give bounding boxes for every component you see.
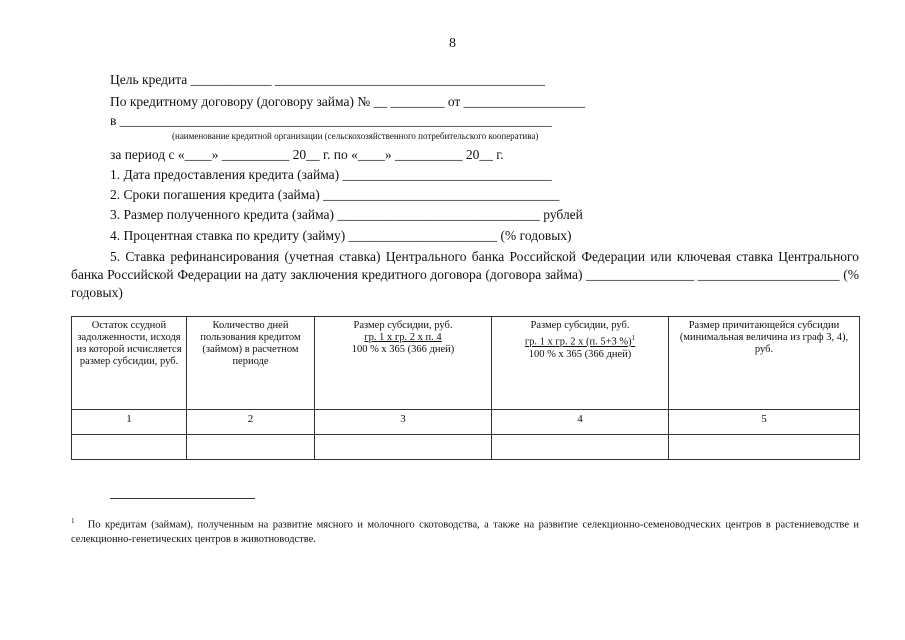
header-subsidy-formula-2 <box>492 317 669 410</box>
table-cell[interactable] <box>187 435 315 460</box>
contract-line: По кредитному договору (договору займа) № __ ________ от __________________ <box>110 94 586 109</box>
header-loan-balance: Остаток ссудной задолженности, исходя из которой исчисляется размер субсидии, руб. <box>72 317 187 410</box>
credit-organization-caption: (наименование кредитной организации (сельскохозяйственного потребительского кооператива) <box>172 131 539 141</box>
formula-fraction <box>352 332 455 356</box>
formula-numerator: гр. 1 х гр. 2 х п. 4 <box>364 332 442 343</box>
formula-denominator: 100 % х 365 (366 дней) <box>528 348 632 360</box>
credit-goal-line: Цель кредита ____________ ________________________________________ <box>110 72 546 87</box>
column-number-row <box>72 410 860 435</box>
item-credit-date: 1. Дата предоставления кредита (займа) _______________________________ <box>110 167 552 182</box>
table-cell[interactable] <box>492 435 669 460</box>
table-row <box>72 435 860 460</box>
header-due-subsidy: Размер причитающейся субсидии (минимальная величина из граф 3, 4), руб. <box>669 317 860 410</box>
header-subsidy-formula-1 <box>315 317 492 410</box>
formula-denominator: 100 % х 365 (366 дней) <box>351 344 455 355</box>
footnote-text: По кредитам (займам), полученным на развитие мясного и молочного скотоводства, а также на развитие селекционно-семеноводческих центров в растениеводстве и селекционно-генетических центров в животноводстве. <box>71 519 859 545</box>
footnote-mark: 1 <box>631 334 636 342</box>
period-line: за период с «____» __________ 20__ г. по «____» __________ 20__ г. <box>110 147 504 162</box>
header-subsidy-label: Размер субсидии, руб. <box>353 320 453 331</box>
table-cell[interactable] <box>669 435 860 460</box>
item-credit-amount: 3. Размер полученного кредита (займа) ______________________________ рублей <box>110 207 583 222</box>
formula-numerator: гр. 1 х гр. 2 х (п. 5+3 %)$^1$ <box>524 334 636 348</box>
item-interest-rate: 4. Процентная ставка по кредиту (займу) ______________________ (% годовых) <box>110 228 572 243</box>
column-number: 4 <box>492 410 669 435</box>
footnote-mark: 1 <box>71 517 75 525</box>
header-days-count: Количество дней пользования кредитом (займом) в расчетном периоде <box>187 317 315 410</box>
table-cell[interactable] <box>315 435 492 460</box>
page-number: 8 <box>449 36 456 51</box>
table-cell[interactable] <box>72 435 187 460</box>
header-subsidy-label: Размер субсидии, руб. <box>530 320 630 331</box>
formula-fraction <box>525 332 635 361</box>
item-refinancing-rate: 5. Ставка рефинансирования (учетная ставка) Центрального банка Российской Федерации или ключевая ставка Центрального банка Российской Федерации на дату заключения кредитного договора (договора займа) ________________ _____________________ (% годовых) <box>71 249 859 300</box>
column-number: 1 <box>72 410 187 435</box>
table-header-row <box>72 317 860 410</box>
item-repayment-terms: 2. Сроки погашения кредита (займа) ___________________________________ <box>110 187 560 202</box>
subsidy-calculation-table <box>71 316 860 460</box>
credit-organization-line: в ________________________________________________________________ <box>110 113 552 128</box>
column-number: 2 <box>187 410 315 435</box>
footnote <box>71 514 859 547</box>
column-number: 5 <box>669 410 860 435</box>
column-number: 3 <box>315 410 492 435</box>
footnote-divider <box>110 498 255 499</box>
